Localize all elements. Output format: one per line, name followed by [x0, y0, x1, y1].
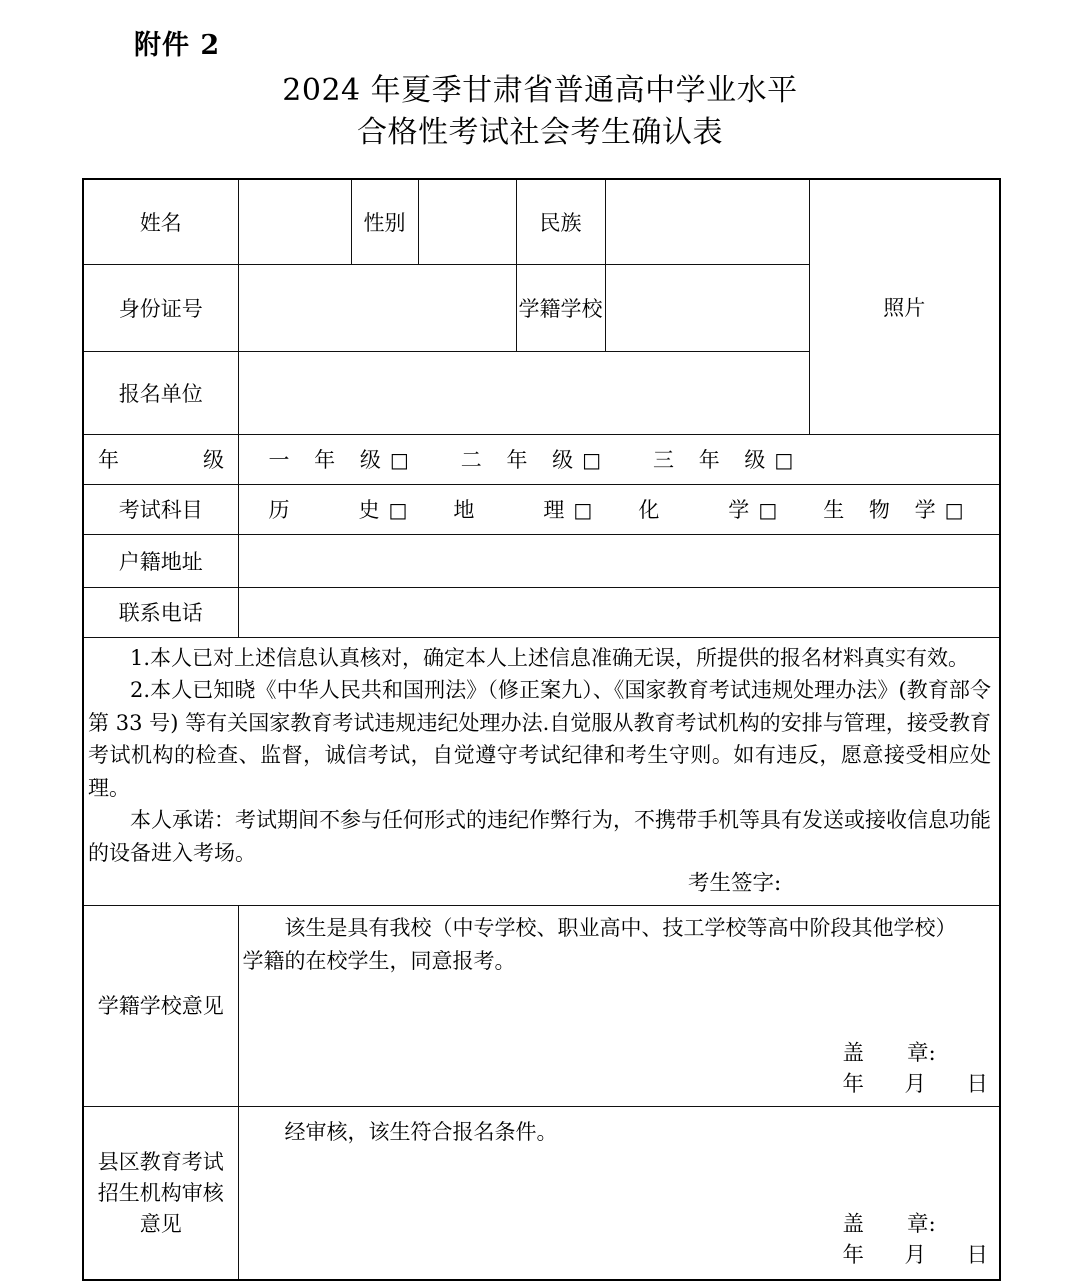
checkbox-icon[interactable]: □ [758, 498, 778, 522]
school-opinion-month: 月 [904, 1072, 927, 1097]
field-school-of-record[interactable] [605, 264, 809, 351]
field-id-number[interactable] [238, 264, 516, 351]
label-county-opinion-line-3: 意见 [139, 1211, 182, 1236]
declaration-item-3: 本人承诺：考试期间不参与任何形式的违纪作弊行为，不携带手机等具有发送或接收信息功能的设备进入考场。 [88, 808, 991, 865]
attachment-label: 附件 2 [134, 30, 221, 61]
school-opinion-stamp-block [243, 1038, 990, 1100]
checkbox-icon[interactable]: □ [573, 498, 593, 522]
checkbox-icon[interactable]: □ [774, 448, 794, 472]
school-opinion-text-line-1: 该生是具有我校（中专学校、职业高中、技工学校等高中阶段其他学校） [284, 916, 957, 940]
table-row-county-opinion [83, 1107, 1000, 1281]
checkbox-icon[interactable]: □ [389, 448, 409, 472]
school-opinion-stamp-label: 盖 章: [842, 1041, 936, 1066]
grade-option-group [238, 434, 1000, 484]
label-household-address: 户籍地址 [83, 534, 238, 587]
label-contact-phone: 联系电话 [83, 587, 238, 637]
field-ethnicity[interactable] [605, 179, 809, 264]
label-county-opinion [83, 1107, 238, 1281]
subject-option-geography[interactable]: 地 理□ [453, 498, 593, 522]
county-opinion-date-line [843, 1240, 990, 1271]
checkbox-icon[interactable]: □ [944, 498, 964, 522]
county-opinion-text: 经审核，该生符合报名条件。 [284, 1119, 558, 1144]
subject-option-group [238, 484, 1000, 534]
label-school-opinion: 学籍学校意见 [83, 906, 238, 1107]
table-row-school-opinion [83, 906, 1000, 1107]
school-opinion-day: 日 [966, 1072, 989, 1097]
subject-option-biology[interactable]: 生 物 学□ [823, 498, 964, 522]
label-id-number: 身份证号 [83, 264, 238, 351]
school-opinion-text-line-2: 学籍的在校学生，同意报考。 [242, 949, 516, 973]
candidate-confirmation-table [82, 178, 1001, 1281]
table-row-household-address [83, 534, 1000, 587]
table-row-grade [83, 434, 1000, 484]
label-county-opinion-line-2: 招生机构审核 [97, 1180, 224, 1205]
county-opinion-day: 日 [966, 1242, 989, 1268]
county-opinion-spacer [243, 1149, 990, 1209]
county-opinion-month: 月 [904, 1242, 927, 1268]
field-name[interactable] [238, 179, 351, 264]
page-title [0, 70, 1080, 154]
photo-placeholder[interactable]: 照片 [809, 179, 1000, 434]
subject-option-history[interactable]: 历 史□ [268, 498, 408, 522]
field-gender[interactable] [418, 179, 516, 264]
label-gender: 性别 [351, 179, 418, 264]
table-row-declaration [83, 637, 1000, 906]
title-line-2: 合格性考试社会考生确认表 [357, 115, 723, 150]
school-opinion-spacer [243, 978, 990, 1038]
checkbox-icon[interactable]: □ [582, 448, 602, 472]
checkbox-icon[interactable]: □ [388, 498, 408, 522]
county-opinion-body[interactable] [238, 1107, 1000, 1281]
label-county-opinion-line-1: 县区教育考试 [97, 1149, 224, 1174]
label-registration-unit: 报名单位 [83, 351, 238, 434]
school-opinion-body[interactable] [238, 906, 1000, 1107]
table-row-identity [83, 179, 1000, 264]
field-household-address[interactable] [238, 534, 1000, 587]
grade-option-2[interactable]: 二 年 级□ [460, 448, 602, 472]
field-contact-phone[interactable] [238, 587, 1000, 637]
declaration-item-2: 2.本人已知晓《中华人民共和国刑法》（修正案九）、《国家教育考试违规处理办法》(教育部令第 33 号) 等有关国家教育考试违规违纪处理办法.自觉服从教育考试机构的安排与管理，接受教育考试机构的检查、监督，诚信考试，自觉遵守考试纪律和考生守则。如有违反，愿意接受相应处理。 [88, 678, 991, 800]
county-opinion-year: 年 [842, 1242, 865, 1268]
county-opinion-stamp-block [243, 1209, 990, 1271]
school-opinion-date-line [843, 1069, 990, 1100]
label-ethnicity: 民族 [516, 179, 605, 264]
declaration-item-1: 1.本人已对上述信息认真核对，确定本人上述信息准确无误，所提供的报名材料真实有效。 [130, 645, 970, 670]
table-row-subjects [83, 484, 1000, 534]
declaration-block [83, 637, 1000, 906]
county-opinion-stamp-label: 盖 章: [842, 1211, 936, 1237]
grade-option-3[interactable]: 三 年 级□ [653, 448, 794, 472]
title-line-1: 2024 年夏季甘肃省普通高中学业水平 [282, 73, 798, 108]
table-row-contact-phone [83, 587, 1000, 637]
school-opinion-year: 年 [842, 1072, 865, 1097]
field-registration-unit[interactable] [238, 351, 809, 434]
candidate-signature-label[interactable]: 考生签字: [688, 871, 782, 896]
grade-option-1[interactable]: 一 年 级□ [268, 448, 409, 472]
label-grade: 年 级 [83, 434, 238, 484]
label-exam-subjects: 考试科目 [83, 484, 238, 534]
subject-option-chemistry[interactable]: 化 学□ [638, 498, 778, 522]
label-school-of-record: 学籍学校 [516, 264, 605, 351]
label-name: 姓名 [83, 179, 238, 264]
